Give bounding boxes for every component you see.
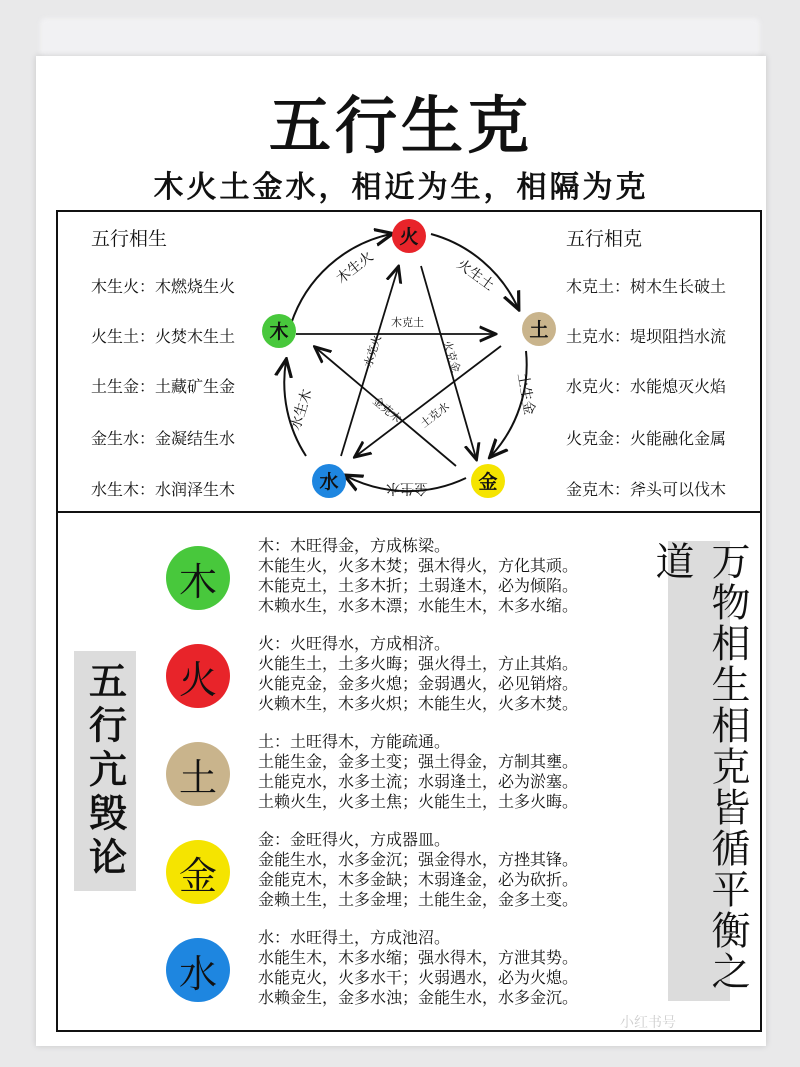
sheng-heading: 五行相生 bbox=[91, 228, 168, 250]
earth-node-label: 土 bbox=[529, 319, 549, 341]
text-line: 火能克金，金多火熄；金弱遇火，必见销熔。 bbox=[258, 674, 579, 693]
ke-item: 水克火：水能熄灭火焰 bbox=[566, 377, 727, 396]
text-line: 木：木旺得金，方成栋梁。 bbox=[258, 536, 451, 555]
cycle-label: 土生金 bbox=[514, 371, 538, 417]
wuxing-diagram bbox=[36, 56, 766, 516]
star-label: 金克木 bbox=[370, 394, 404, 426]
text-line: 水能克火，火多水干；火弱遇水，必为火熄。 bbox=[258, 968, 579, 987]
star-label: 木克土 bbox=[391, 316, 424, 329]
text-line: 土：土旺得木，方能疏通。 bbox=[258, 732, 451, 751]
ke-heading: 五行相克 bbox=[566, 228, 643, 250]
text-line: 水能生木，木多水缩；强水得木，方泄其势。 bbox=[258, 948, 579, 967]
side-title-left-text: 五行亢毁论 bbox=[82, 661, 127, 881]
side-title-right bbox=[649, 541, 750, 1001]
text-line: 金能克木，木多金缺；木弱逢金，必为砍折。 bbox=[258, 870, 579, 889]
water-node bbox=[312, 464, 346, 498]
water-node-label: 水 bbox=[319, 471, 339, 493]
wood-circle: 木 bbox=[166, 546, 230, 610]
wood-node bbox=[262, 314, 296, 348]
earth-circle: 土 bbox=[166, 742, 230, 806]
text-line: 火赖木生，木多火炽；木能生火，火多木焚。 bbox=[258, 694, 579, 713]
ke-item: 火克金：火能融化金属 bbox=[566, 429, 727, 448]
page-subtitle: 木火土金水，相近为生，相隔为克 bbox=[153, 170, 649, 205]
star-label: 水克火 bbox=[361, 333, 385, 369]
metal-node-label: 金 bbox=[478, 471, 498, 493]
text-line: 土赖火生，火多土焦；火能生土，土多火晦。 bbox=[258, 792, 579, 811]
wood-node-label: 木 bbox=[269, 321, 289, 343]
sheng-item: 火生土：火焚木生土 bbox=[91, 327, 236, 346]
text-line: 水：水旺得土，方成池沼。 bbox=[258, 928, 451, 947]
text-line: 金：金旺得火，方成器皿。 bbox=[258, 830, 451, 849]
fire-text-block bbox=[258, 634, 578, 714]
sheng-item: 金生水：金凝结生水 bbox=[91, 429, 236, 448]
watermark: 小红书号 bbox=[620, 1015, 676, 1031]
sheng-item: 水生木：水润泽生木 bbox=[91, 480, 236, 499]
wood-text-block bbox=[258, 536, 578, 616]
text-line: 金能生水，水多金沉；强金得水，方挫其锋。 bbox=[258, 850, 579, 869]
sheng-item: 土生金：土藏矿生金 bbox=[91, 377, 236, 396]
text-line: 水赖金生，金多水浊；金能生水，水多金沉。 bbox=[258, 988, 579, 1007]
text-line: 木能生火，火多木焚；强木得火，方化其顽。 bbox=[258, 556, 579, 575]
text-line: 火能生土，土多火晦；强火得土，方止其焰。 bbox=[258, 654, 579, 673]
cycle-label: 水生木 bbox=[287, 387, 316, 433]
water-text-block bbox=[258, 928, 578, 1008]
cycle-label: 木生火 bbox=[333, 248, 377, 288]
sheng-item: 木生火：木燃烧生火 bbox=[91, 277, 236, 296]
water-circle: 水 bbox=[166, 938, 230, 1002]
text-line: 火：火旺得水，方成相济。 bbox=[258, 634, 451, 653]
ke-item: 金克木：斧头可以伐木 bbox=[566, 480, 727, 499]
text-line: 土能克水，水多土流；水弱逢土，必为淤塞。 bbox=[258, 772, 579, 791]
metal-circle: 金 bbox=[166, 840, 230, 904]
star-label: 火克金 bbox=[440, 338, 463, 375]
metal-text-block bbox=[258, 830, 578, 910]
ke-item: 土克水：堤坝阻挡水流 bbox=[566, 327, 727, 346]
page-title: 五行生克 bbox=[268, 89, 533, 162]
fire-node-label: 火 bbox=[399, 226, 419, 248]
text-line: 金赖土生，土多金埋；土能生金，金多土变。 bbox=[258, 890, 579, 909]
blurred-header-bar bbox=[40, 18, 760, 58]
cycle-label: 火生土 bbox=[453, 256, 498, 294]
side-title-right-text: 万物相生相克皆循平衡之道 bbox=[649, 541, 750, 992]
star-label: 土克水 bbox=[417, 399, 452, 431]
cycle-label: 金生水 bbox=[386, 480, 428, 496]
fire-circle: 火 bbox=[166, 644, 230, 708]
fire-node bbox=[392, 219, 426, 253]
side-title-left bbox=[74, 651, 136, 891]
poster-page bbox=[36, 56, 766, 1046]
earth-node bbox=[522, 312, 556, 346]
ke-item: 木克土：树木生长破土 bbox=[566, 277, 727, 296]
text-line: 木赖水生，水多木漂；水能生木，木多水缩。 bbox=[258, 596, 579, 615]
earth-text-block bbox=[258, 732, 578, 812]
text-line: 木能克土，土多木折；土弱逢木，必为倾陷。 bbox=[258, 576, 579, 595]
text-line: 土能生金，金多土变；强土得金，方制其壅。 bbox=[258, 752, 579, 771]
metal-node bbox=[471, 464, 505, 498]
